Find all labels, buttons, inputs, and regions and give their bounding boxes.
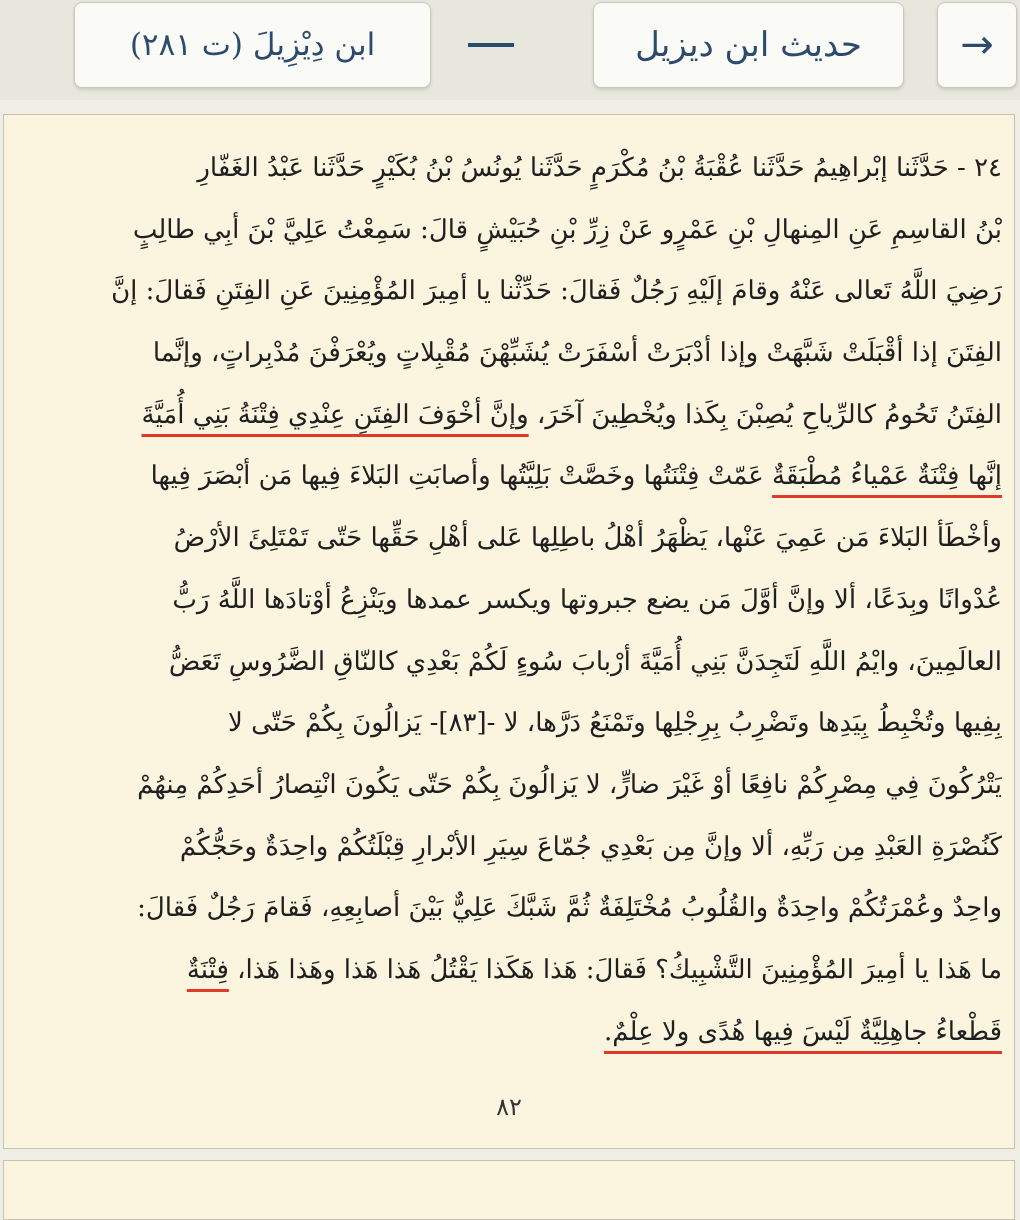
text-line: رَضِيَ اللَّهُ تَعالى عَنْهُ وقامَ إلَيْهِ رَجُلٌ فَقالَ: حَدِّثْنا يا أمِيرَ المُؤْمِنِينَ عَنِ الفِتَنِ فَقالَ: إنَّ: [111, 276, 1002, 307]
text-segment: ما هَذا يا أمِيرَ المُؤْمِنِينَ التَّشْبِيكُ؟ فَقالَ: هَذا هَكَذا يَقْتُلُ هَذا هَذا وهَذا هَذا،: [237, 954, 1002, 985]
back-button[interactable]: [937, 2, 1017, 88]
arrow-right-icon: →: [960, 22, 994, 68]
highlighted-text: قَطْعاءُ جاهِلِيَّةٌ لَيْسَ فِيها هُدًى ولا عِلْمٌ.: [603, 1016, 1002, 1047]
text-line: [22, 1002, 1002, 1064]
text-line: وأخْطَأ البَلاءَ مَن عَمِيَ عَنْها، يَظْهَرُ أهْلُ باطِلِها عَلى أهْلِ حَقِّها حَتّى تَمْتَلِئَ الأرْضُ: [173, 523, 1002, 554]
text-line: عُدْوانًا وبِدَعًا، ألا وإنَّ أوَّلَ مَن يضع جبروتها ويكسر عمدها ويَنْزِعُ أوْتادَها اللَّهُ رَبُّ: [172, 584, 1002, 615]
book-title-button[interactable]: [593, 2, 904, 88]
page-number: ٨٢: [496, 1093, 522, 1121]
text-line: [22, 940, 1002, 1002]
text-line: ٢٤ - حَدَّثَنا إبْراهِيمُ حَدَّثَنا عُقْبَةُ بْنُ مُكْرَمٍ حَدَّثَنا يُونُسُ بْنُ بُكَيْرٍ حَدَّثَنا عَبْدُ الغَفّارِ: [197, 153, 1002, 183]
text-segment: عَمّتْ فِتْنَتُها وخَصَّتْ بَلِيَّتُها وأصابَتِ البَلاءَ فِيها مَن أبْصَرَ فِيها: [150, 461, 764, 492]
author-name: ابن دِيْزِيلَ (ت ٢٨١): [129, 27, 376, 63]
author-button[interactable]: [74, 2, 431, 88]
highlighted-text: وإنَّ أخْوَفَ الفِتَنِ عِنْدِي فِتْنَةُ بَنِي أُمَيَّةَ: [141, 399, 529, 430]
hadith-text: [22, 138, 1002, 1063]
text-line: الفِتَنَ إذا أقْبَلَتْ شَبَّهَتْ وإذا أدْبَرَتْ أسْفَرَتْ يُشَبِّهْنَ مُقْبِلاتٍ ويُعْرَفْنَ مُدْبِراتٍ، وإنَّما: [152, 338, 1002, 369]
text-line: كَنُصْرَةِ العَبْدِ مِن رَبِّهِ، ألا وإنَّ مِن بَعْدِي جُمّاعَ سِيَرِ الأبْرارِ قِبْلَتُكُمْ واحِدَةٌ وحَجُّكُمْ: [179, 831, 1002, 862]
text-line: يَتْرُكُونَ فِي مِصْرِكُمْ نافِعًا أوْ غَيْرَ ضارٍّ، لا يَزالُونَ بِكُمْ حَتّى يَكُونَ انْتِصارُ أحَدِكُمْ مِنهُمْ: [137, 769, 1002, 800]
book-page: [3, 114, 1015, 1149]
text-line: واحِدٌ وعُمْرَتُكُمْ واحِدَةٌ والقُلُوبُ مُخْتَلِفَةٌ ثُمَّ شَبَّكَ عَلِيٌّ بَيْنَ أصابِعِهِ، فَقامَ رَجُلٌ فَقالَ:: [137, 893, 1002, 924]
text-line: [22, 446, 1002, 508]
text-line: بْنُ القاسِمِ عَنِ المِنهالِ بْنِ عَمْرٍو عَنْ زِرِّ بْنِ حُبَيْشٍ قالَ: سَمِعْتُ عَلِيَّ بْنَ أبِي طالِبٍ: [132, 214, 1002, 245]
text-line: [22, 385, 1002, 447]
text-line: العالَمِينَ، وايْمُ اللَّهِ لَتَجِدَنَّ بَنِي أُمَيَّةَ أرْبابَ سُوءٍ لَكُمْ بَعْدِي كالنّاقِ الضَّرُوسِ تَعَضُّ: [168, 646, 1002, 677]
book-title: حديث ابن ديزيل: [635, 25, 862, 65]
highlighted-text: إنَّها فِتْنَةٌ عَمْياءُ مُطْبَقَةٌ: [772, 461, 1002, 492]
text-segment: الفِتَنُ تَحُومُ كالرِّياحِ يُصِبْنَ بِكَذا ويُخْطِينَ آخَرَ،: [536, 399, 1002, 430]
next-page-edge: [3, 1160, 1015, 1220]
highlighted-text: فِتْنَةٌ: [186, 954, 229, 985]
text-line: بِفِيها وتُخْبِطُ بِيَدِها وتَضْرِبُ بِرِجْلِها وتَمْنَعُ دَرَّها، لا -[٨٣]- يَزالُونَ بِكُمْ حَتّى لا: [228, 708, 1002, 739]
title-separator: [468, 43, 514, 47]
